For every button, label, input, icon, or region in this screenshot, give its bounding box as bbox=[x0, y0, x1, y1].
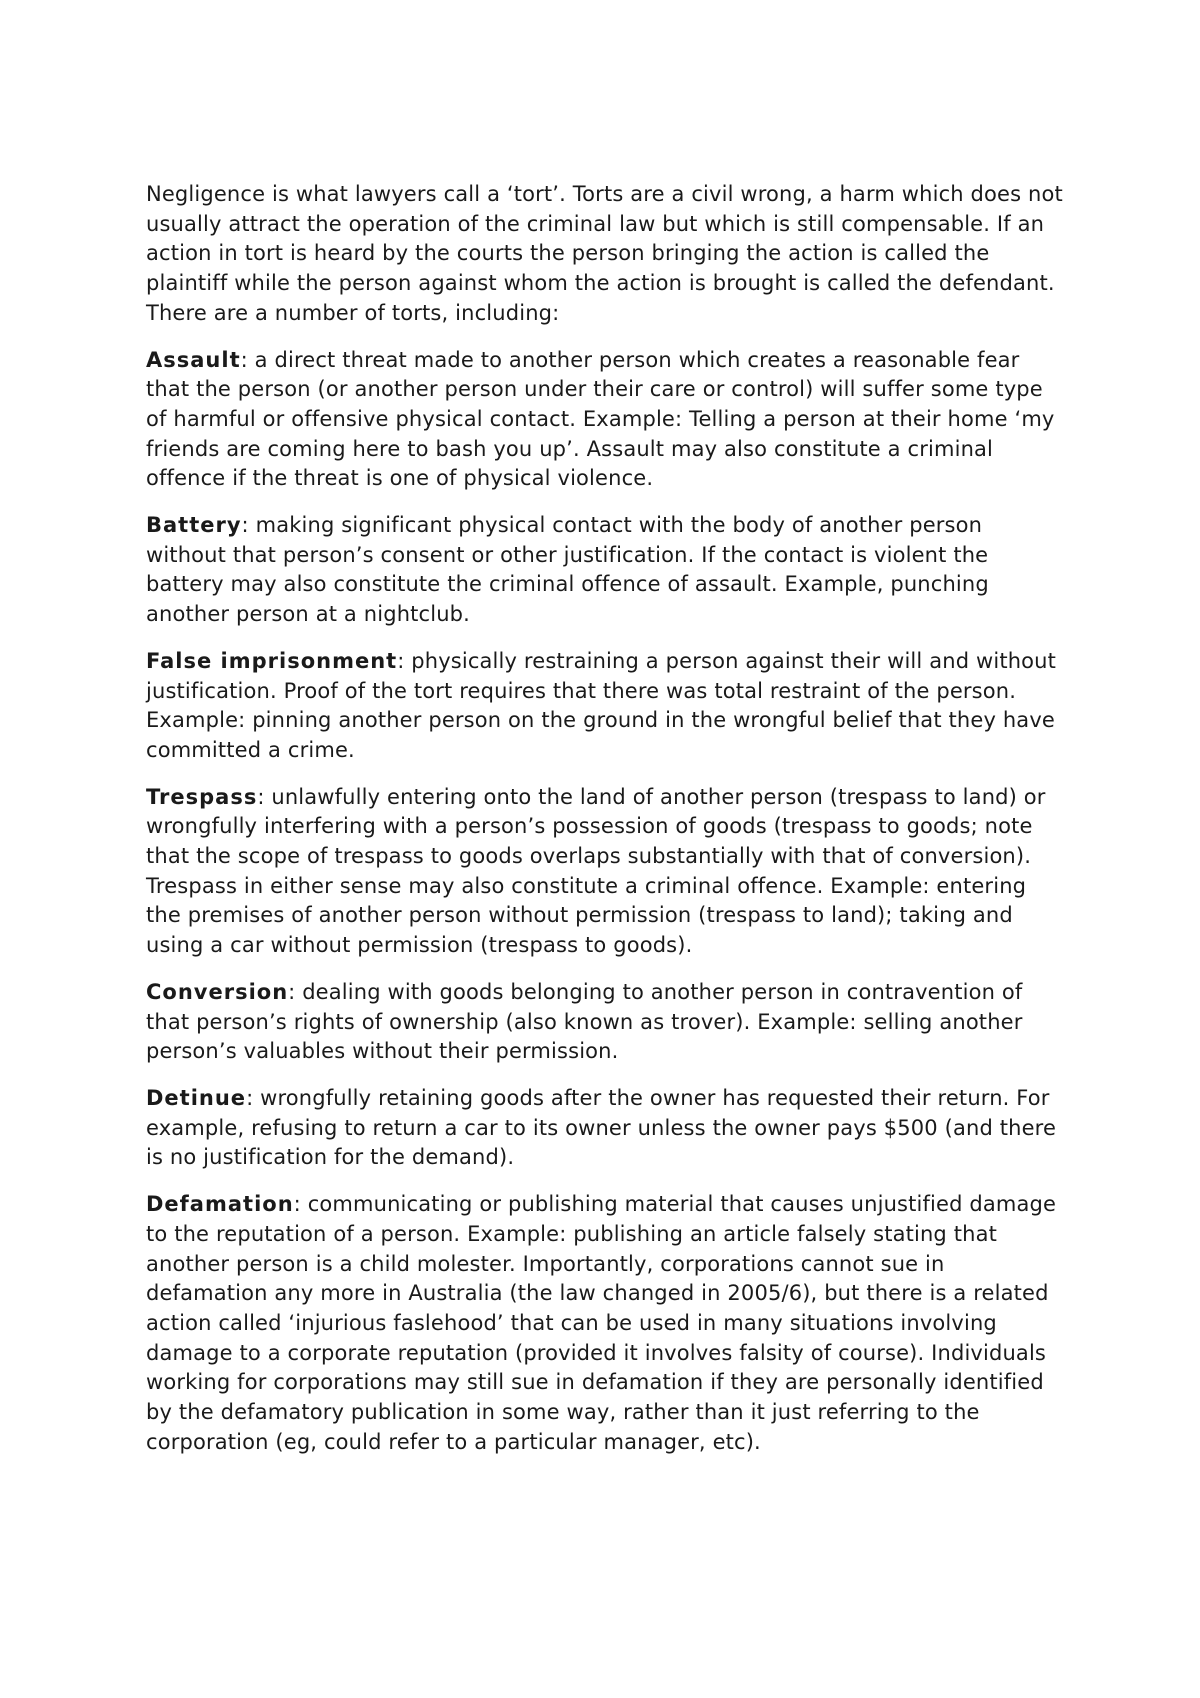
tort-defamation bbox=[146, 1190, 1066, 1457]
tort-term: Trespass bbox=[146, 784, 258, 809]
tort-definition: : physically restraining a person against their will and without justification. Proof of the tort requires that there was total restraint of the person. Example: pinning another person on the ground in the wrongful belief that they have committed a crime. bbox=[146, 648, 1056, 762]
tort-false-imprisonment bbox=[146, 647, 1066, 766]
tort-definition: : a direct threat made to another person which creates a reasonable fear that the person (or another person under their care or control) will suffer some type of harmful or offensive physical contact. Example: Telling a person at their home ‘my friends are coming here to bash you up’. Assault may also constitute a criminal offence if the threat is one of physical violence. bbox=[146, 347, 1055, 491]
intro-paragraph: Negligence is what lawyers call a ‘tort’. Torts are a civil wrong, a harm which does not usually attract the operation of the criminal law but which is still compensable. If an action in tort is heard by the courts the person bringing the action is called the plaintiff while the person against whom the action is brought is called the defendant. There are a number of torts, including: bbox=[146, 182, 1063, 325]
tort-term: Battery bbox=[146, 513, 242, 538]
document-page bbox=[146, 180, 1066, 1474]
tort-term: Conversion bbox=[146, 979, 289, 1004]
tort-battery bbox=[146, 511, 1066, 630]
tort-definition: : dealing with goods belonging to another person in contravention of that person’s rights of ownership (also known as trover). Example: selling another person’s valuables without their permission. bbox=[146, 979, 1023, 1064]
tort-definition: : wrongfully retaining goods after the owner has requested their return. For example, refusing to return a car to its owner unless the owner pays $500 (and there is no justification for the demand). bbox=[146, 1085, 1057, 1170]
tort-term: Detinue bbox=[146, 1085, 247, 1110]
tort-term: Defamation bbox=[146, 1192, 294, 1217]
tort-definition: : communicating or publishing material that causes unjustified damage to the reputation of a person. Example: publishing an article falsely stating that another person is a child molester. Importantly, corporations cannot sue in defamation any more in Australia (the law changed in 2005/6), but there is a related action called ‘injurious faslehood’ that can be used in many situations involving damage to a corporate reputation (provided it involves falsity of course). Individuals working for corporations may still sue in defamation if they are personally identified by the defamatory publication in some way, rather than it just referring to the corporation (eg, could refer to a particular manager, etc). bbox=[146, 1192, 1057, 1454]
tort-assault bbox=[146, 346, 1066, 495]
tort-trespass bbox=[146, 783, 1066, 961]
tort-term: False imprisonment bbox=[146, 648, 398, 673]
tort-definition: : making significant physical contact with the body of another person without that person’s consent or other justification. If the contact is violent the battery may also constitute the criminal offence of assault. Example, punching another person at a nightclub. bbox=[146, 513, 989, 627]
tort-term: Assault bbox=[146, 347, 241, 372]
tort-definition: : unlawfully entering onto the land of another person (trespass to land) or wrongfully interfering with a person’s possession of goods (trespass to goods; note that the scope of trespass to goods overlaps substantially with that of conversion). Trespass in either sense may also constitute a criminal offence. Example: entering the premises of another person without permission (trespass to land); taking and using a car without permission (trespass to goods). bbox=[146, 784, 1046, 958]
tort-conversion bbox=[146, 978, 1066, 1067]
tort-detinue bbox=[146, 1084, 1066, 1173]
